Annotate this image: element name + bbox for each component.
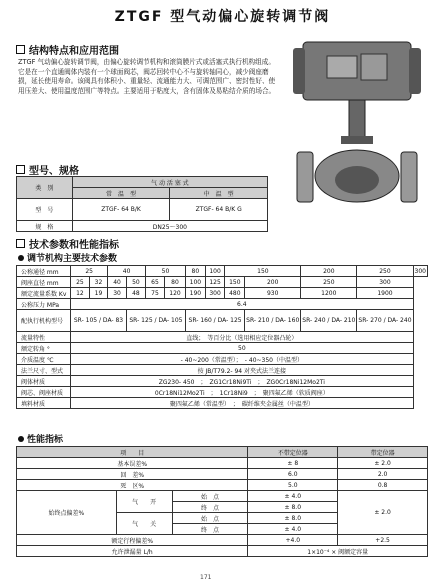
subsection-title: 调节机构主要技术参数 — [27, 254, 118, 264]
table-row — [17, 376, 428, 387]
seat-cell: 80 — [164, 277, 185, 288]
perf-cell: ± 2.0 — [338, 458, 428, 469]
seat-cell: 250 — [301, 277, 357, 288]
table-row — [17, 310, 428, 332]
section-models — [16, 162, 79, 177]
kv-cell: 48 — [126, 288, 145, 299]
row-label: 额定流量系数 Kv — [17, 288, 71, 299]
dn-cell: 150 — [225, 266, 301, 277]
perf-cell: ± 4.0 — [248, 491, 338, 502]
page-number: 171 — [200, 574, 212, 581]
core-value: 0Cr18Ni12Mo2Ti ； 1Cr18Ni9 ； 聚四氟乙烯（软质阀座） — [71, 387, 413, 398]
row-label: 公称压力 MPa — [17, 299, 71, 310]
subsection-perf — [18, 432, 63, 445]
table-row — [17, 480, 428, 491]
model-col1-header: 类 别 — [17, 177, 73, 199]
table-row — [17, 343, 428, 354]
row-label: 法兰尺寸、型式 — [17, 365, 71, 376]
perf-table — [16, 446, 428, 557]
kv-cell: 1200 — [301, 288, 357, 299]
row-label: 填料材质 — [17, 398, 71, 409]
table-row — [17, 288, 428, 299]
perf-cell: +2.5 — [338, 535, 428, 546]
table-row — [17, 266, 428, 277]
dn-cell: 100 — [205, 266, 225, 277]
kv-cell: 1900 — [357, 288, 413, 299]
section-title: 结构特点和应用范围 — [29, 46, 119, 57]
model-table — [16, 176, 268, 232]
seat-cell: 65 — [145, 277, 164, 288]
table-row — [17, 398, 428, 409]
perf-cell: 2.0 — [338, 469, 428, 480]
perf-cell: ± 8 — [248, 458, 338, 469]
perf-cell: 0.8 — [338, 480, 428, 491]
seat-cell: 300 — [357, 277, 413, 288]
model-col2-header: 气 动 活 塞 式 — [72, 177, 267, 188]
description-text: ZTGF 气动偏心旋转调节阀，由偏心旋转调节机构和滚筒膜片式或活塞式执行机构组成。它是在一个直通阀体内装有一个球面阀芯，阀芯回转中心不与旋转轴同心，减少阀座磨损，延长使用寿命。该阀具有体积小、重量轻、流通能力大、可调范围广、密封性好、使用压差大、使用温度范围广等特点。主要适用于粘度大，含有固体及易粘结介质的场合。 — [18, 58, 276, 95]
seat-cell: 32 — [89, 277, 108, 288]
dn-cell: 40 — [108, 266, 146, 277]
kv-cell: 480 — [225, 288, 245, 299]
perf-end-label: 终 点 — [172, 502, 248, 513]
kv-cell: 19 — [89, 288, 108, 299]
perf-close-label: 气 关 — [116, 513, 172, 535]
dn-cell: 50 — [145, 266, 185, 277]
table-row — [17, 365, 428, 376]
table-row — [17, 535, 428, 546]
perf-item-header: 项 目 — [17, 447, 248, 458]
kv-cell: 190 — [186, 288, 206, 299]
kv-cell: 300 — [205, 288, 225, 299]
perf-row-label: 始终点偏差% — [17, 491, 117, 535]
perf-start-label: 始 点 — [172, 513, 248, 524]
pack-value: 聚四氟乙烯（常温型） ； 碳纤维夹金属丝（中温型） — [71, 398, 413, 409]
perf-row-label: 允许泄漏量 L/h — [17, 546, 248, 557]
actuator-cell: SR- 270 / DA- 240 — [357, 310, 413, 332]
page-title: ZTGF 型气动偏心旋转调节阀 — [114, 9, 331, 25]
valve-image — [287, 40, 427, 208]
table-row — [17, 546, 428, 557]
square-bullet-icon — [16, 45, 25, 54]
square-bullet-icon — [16, 165, 25, 174]
section-title: 型号、规格 — [29, 166, 79, 177]
body-value: ZG230- 450 ； ZG1Cr18Ni9Ti ； ZG0Cr18Ni12Mo2Ti — [71, 376, 413, 387]
flow-value: 直线； 等百分比（选用相应定位器凸轮） — [71, 332, 413, 343]
model-medium-header: 中 温 型 — [170, 188, 268, 199]
table-row — [17, 332, 428, 343]
row-label: 配执行机构型号 — [17, 310, 71, 332]
angle-value: 50 — [71, 343, 413, 354]
section-tech — [16, 236, 119, 251]
flange-value: 按 JB/T79.2- 94 对夹式法兰连接 — [71, 365, 413, 376]
perf-end-label: 终 点 — [172, 524, 248, 535]
perf-nopos-header: 不带定位器 — [248, 447, 338, 458]
perf-start-label: 始 点 — [172, 491, 248, 502]
row-label: 流量特性 — [17, 332, 71, 343]
spec-value: DN25～300 — [72, 221, 267, 232]
perf-row-label: 死 区% — [17, 480, 248, 491]
spec-label: 规 格 — [17, 221, 73, 232]
subsection-reg-params — [18, 251, 117, 264]
dn-cell: 250 — [357, 266, 413, 277]
row-label: 公称通径 mm — [17, 266, 71, 277]
square-bullet-icon — [16, 239, 25, 248]
perf-cell: ± 8.0 — [248, 513, 338, 524]
kv-cell: 12 — [71, 288, 90, 299]
perf-withpos-header: 带定位器 — [338, 447, 428, 458]
seat-cell: 150 — [225, 277, 245, 288]
model-normal-value: ZTGF- 64 B/K — [72, 199, 170, 221]
temp-value: - 40~200（常温型）； - 40~350（中温型） — [71, 354, 413, 365]
perf-cell: ± 2.0 — [338, 491, 428, 535]
pn-value: 6.4 — [71, 299, 413, 310]
round-bullet-icon — [18, 436, 24, 442]
seat-cell: 200 — [245, 277, 301, 288]
kv-cell: 75 — [145, 288, 164, 299]
seat-cell: 25 — [71, 277, 90, 288]
seat-cell: 100 — [186, 277, 206, 288]
subsection-title: 性能指标 — [27, 435, 64, 445]
perf-cell: ± 4.0 — [248, 524, 338, 535]
kv-cell: 120 — [164, 288, 185, 299]
kv-cell: 930 — [245, 288, 301, 299]
model-normal-header: 常 温 型 — [72, 188, 170, 199]
row-label: 介质温度 ℃ — [17, 354, 71, 365]
actuator-cell: SR- 125 / DA- 105 — [126, 310, 185, 332]
model-medium-value: ZTGF- 64 B/K G — [170, 199, 268, 221]
row-label: 阀座直径 mm — [17, 277, 71, 288]
perf-cell: 6.0 — [248, 469, 338, 480]
actuator-cell: SR- 240 / DA- 210 — [301, 310, 357, 332]
dn-cell: 80 — [186, 266, 206, 277]
perf-open-label: 气 开 — [116, 491, 172, 513]
seat-cell: 40 — [108, 277, 127, 288]
perf-cell: 1×10⁻⁴ × 阀额定容量 — [248, 546, 428, 557]
round-bullet-icon — [18, 255, 24, 261]
row-label: 阀芯、阀座材质 — [17, 387, 71, 398]
seat-cell: 50 — [126, 277, 145, 288]
perf-cell: ± 8.0 — [248, 502, 338, 513]
table-row — [17, 299, 428, 310]
table-row — [17, 491, 428, 502]
section-title: 技术参数和性能指标 — [29, 240, 119, 251]
perf-row-label: 基本误差% — [17, 458, 248, 469]
row-label: 额定转角 ° — [17, 343, 71, 354]
actuator-cell: SR- 210 / DA- 160 — [245, 310, 301, 332]
actuator-cell: SR- 160 / DA- 125 — [186, 310, 245, 332]
table-row — [17, 458, 428, 469]
table-row — [17, 354, 428, 365]
model-label: 型 号 — [17, 199, 73, 221]
table-row — [17, 387, 428, 398]
dn-cell: 25 — [71, 266, 108, 277]
row-label: 阀体材质 — [17, 376, 71, 387]
actuator-cell: SR- 105 / DA- 83 — [71, 310, 127, 332]
seat-cell: 125 — [205, 277, 225, 288]
perf-cell: 5.0 — [248, 480, 338, 491]
perf-cell: +4.0 — [248, 535, 338, 546]
table-row — [17, 469, 428, 480]
section-structure — [16, 42, 119, 57]
perf-row-label: 回 差% — [17, 469, 248, 480]
table-row — [17, 447, 428, 458]
dn-cell: 200 — [301, 266, 357, 277]
table-row — [17, 277, 428, 288]
param-table — [16, 265, 428, 409]
dn-cell: 300 — [414, 267, 426, 275]
kv-cell: 30 — [108, 288, 127, 299]
perf-row-label: 额定行程偏差% — [17, 535, 248, 546]
